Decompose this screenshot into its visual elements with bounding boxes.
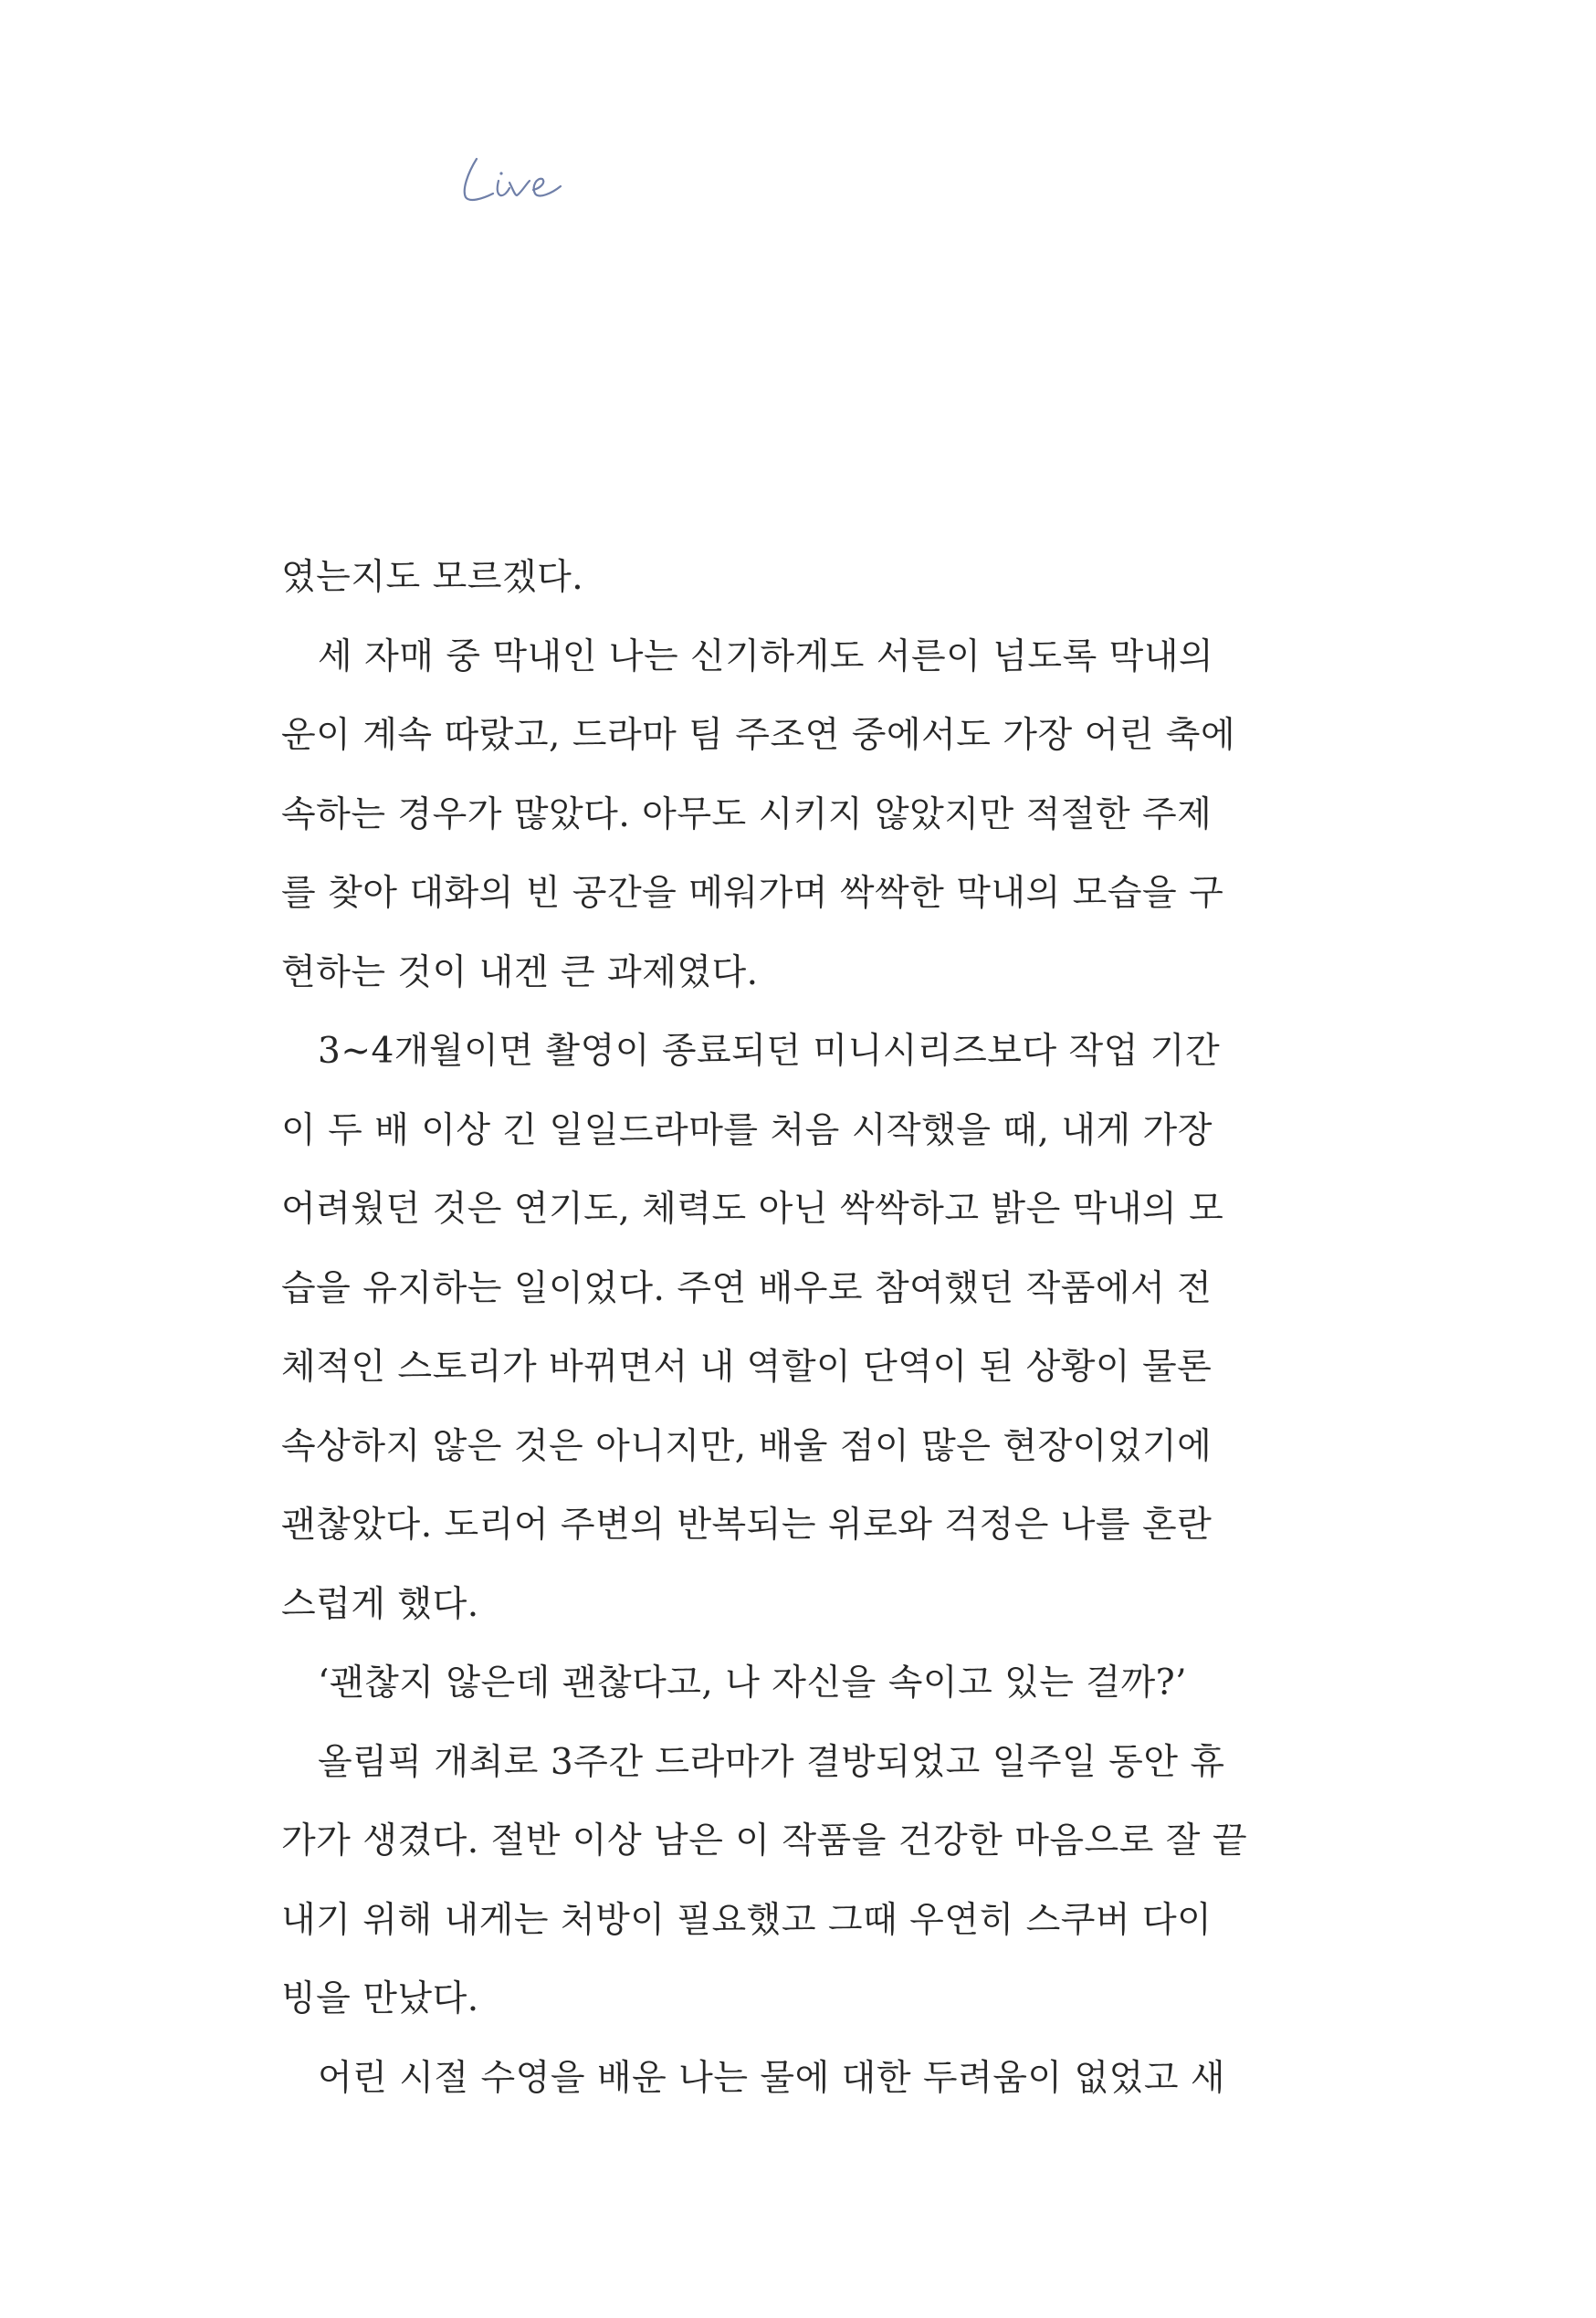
live-logo-icon [457,146,584,210]
text-line: 3~4개월이면 촬영이 종료되던 미니시리즈보다 작업 기간 [318,1031,1221,1072]
text-line: 였는지도 모르겠다. [281,557,584,598]
text-line: 속상하지 않은 것은 아니지만, 배울 점이 많은 현장이었기에 [281,1425,1213,1467]
text-line: 이 두 배 이상 긴 일일드라마를 처음 시작했을 때, 내게 가장 [281,1109,1213,1151]
text-line: 운이 계속 따랐고, 드라마 팀 주조연 중에서도 가장 어린 축에 [281,715,1236,756]
text-line: 어린 시절 수영을 배운 나는 물에 대한 두려움이 없었고 새 [318,2057,1226,2099]
text-line: 괜찮았다. 도리어 주변의 반복되는 위로와 걱정은 나를 혼란 [281,1505,1213,1546]
text-line: 속하는 경우가 많았다. 아무도 시키지 않았지만 적절한 주제 [281,793,1213,835]
text-line: 를 찾아 대화의 빈 공간을 메워가며 싹싹한 막내의 모습을 구 [281,873,1224,914]
text-line: 올림픽 개최로 3주간 드라마가 결방되었고 일주일 동안 휴 [318,1741,1225,1783]
text-line: 가가 생겼다. 절반 이상 남은 이 작품을 건강한 마음으로 잘 끝 [281,1820,1248,1862]
text-line: 빙을 만났다. [281,1978,479,2019]
text-line: 현하는 것이 내겐 큰 과제였다. [281,951,759,993]
text-line: 체적인 스토리가 바뀌면서 내 역할이 단역이 된 상황이 물론 [281,1347,1213,1388]
text-line: ‘괜찮지 않은데 괜찮다고, 나 자신을 속이고 있는 걸까?’ [318,1662,1188,1704]
live-script-logo [457,146,584,210]
body-text [281,539,1248,2118]
text-line: 세 자매 중 막내인 나는 신기하게도 서른이 넘도록 막내의 [318,635,1214,677]
text-line: 내기 위해 내게는 처방이 필요했고 그때 우연히 스쿠버 다이 [281,1899,1213,1941]
text-line: 스럽게 했다. [281,1583,479,1625]
text-line: 어려웠던 것은 연기도, 체력도 아닌 싹싹하고 밝은 막내의 모 [281,1189,1224,1230]
text-line: 습을 유지하는 일이었다. 주연 배우로 참여했던 작품에서 전 [281,1267,1213,1309]
